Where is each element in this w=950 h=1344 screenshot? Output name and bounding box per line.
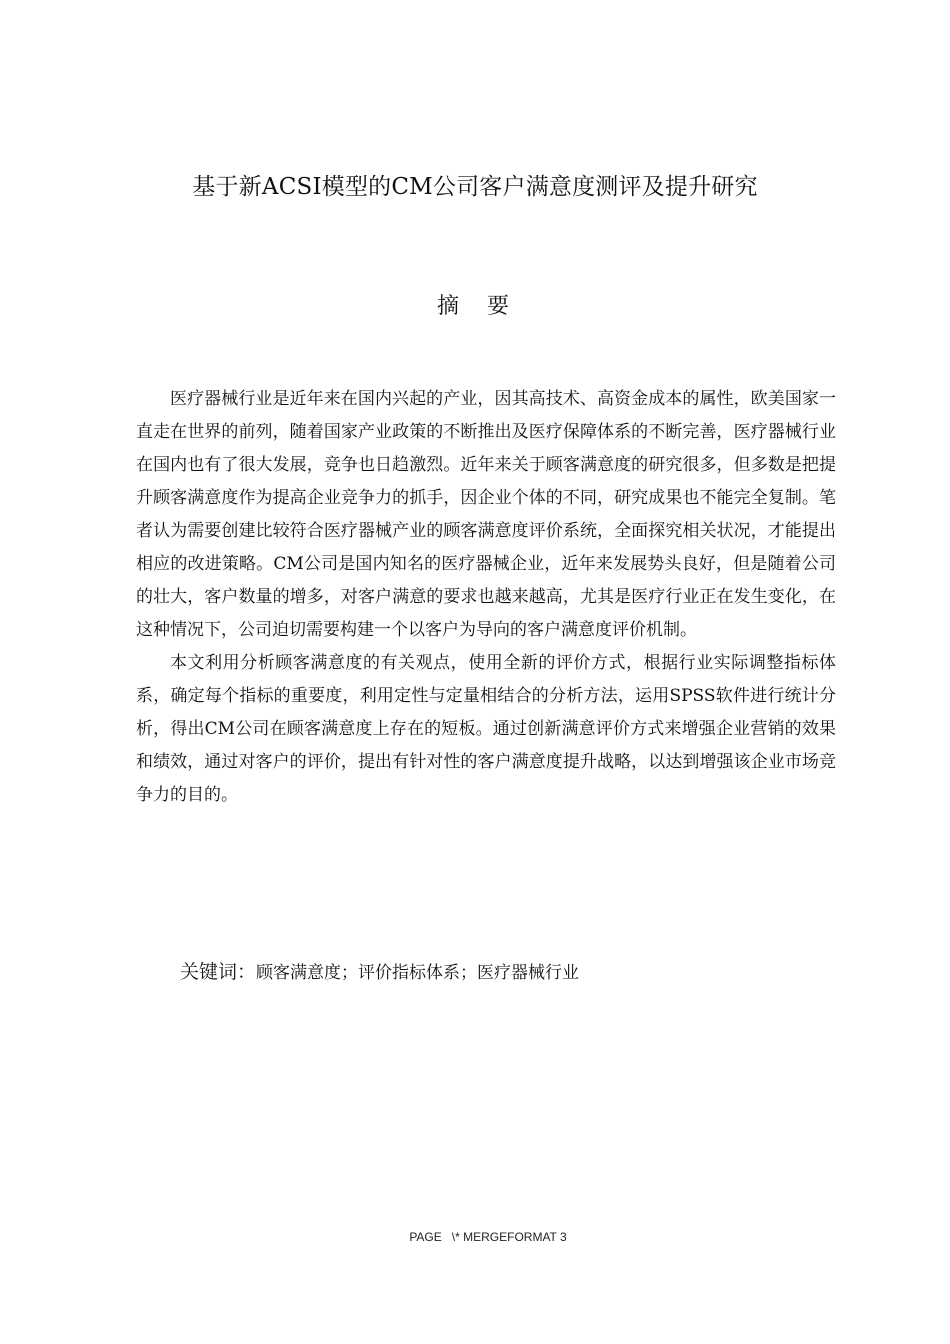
abstract-paragraph-2: 本文利用分析顾客满意度的有关观点，使用全新的评价方式，根据行业实际调整指标体系，确定每个指标的重要度，利用定性与定量相结合的分析方法，运用SPSS软件进行统计分析，得出CM公司在顾客满意度上存在的短板。通过创新满意评价方式来增强企业营销的效果和绩效，通过对客户的评价，提出有针对性的客户满意度提升战略，以达到增强该企业市场竞争力的目的。 (136, 653, 836, 805)
keywords-text: 顾客满意度；评价指标体系；医疗器械行业 (256, 963, 580, 983)
keywords-label: 关键词： (180, 961, 257, 983)
abstract-heading: 摘要 (436, 294, 537, 319)
abstract-paragraph-1: 医疗器械行业是近年来在国内兴起的产业，因其高技术、高资金成本的属性，欧美国家一直走在世界的前列，随着国家产业政策的不断推出及医疗保障体系的不断完善，医疗器械行业在国内也有了很大发展，竞争也日趋激烈。近年来关于顾客满意度的研究很多，但多数是把提升顾客满意度作为提高企业竞争力的抓手，因企业个体的不同，研究成果也不能完全复制。笔者认为需要创建比较符合医疗器械产业的顾客满意度评价系统，全面探究相关状况，才能提出相应的改进策略。CM公司是国内知名的医疗器械企业，近年来发展势头良好，但是随着公司的壮大，客户数量的增多，对客户满意的要求也越来越高，尤其是医疗行业正在发生变化，在这种情况下，公司迫切需要构建一个以客户为导向的客户满意度评价机制。 (136, 389, 836, 640)
abstract-body (136, 383, 836, 812)
page-footer: PAGE \* MERGEFORMAT 3 (409, 1230, 567, 1244)
keywords-line (180, 957, 579, 984)
document-title: 基于新ACSI模型的CM公司客户满意度测评及提升研究 (192, 174, 758, 200)
